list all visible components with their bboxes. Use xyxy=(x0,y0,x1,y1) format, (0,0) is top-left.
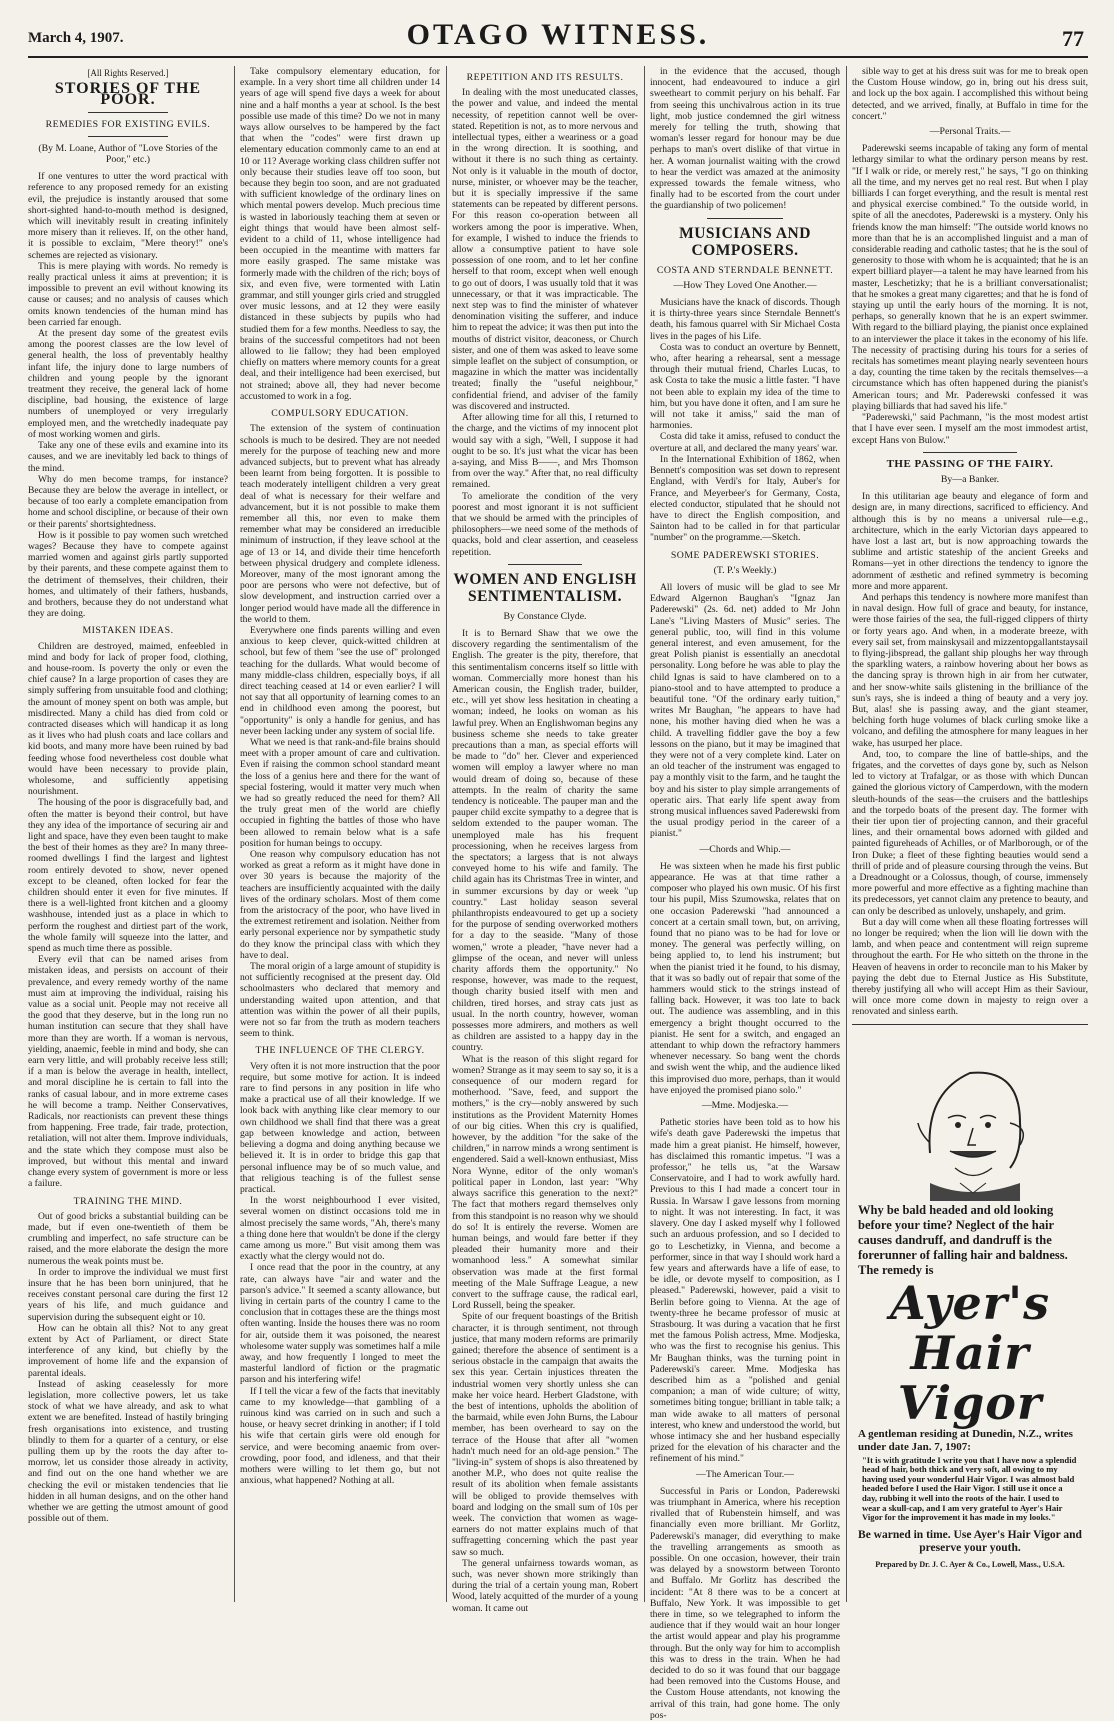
ad-quote: "It is with gratitude I write you that I have now a splendid head of hair, both thick and very soft, all owing to my having used your wonderful Hair Vigor. I was almost bald headed before I used the Hair Vigor. I still use it once a day, rubbing it well into the roots of the hair. I used to wear a skull-cap, and I am very grateful to Ayer's Hair Vigor for the improvement it has made in my looks." xyxy=(862,1454,1077,1523)
paragraph: Paderewski seems incapable of taking any form of mental lethargy similar to what the ordinary person means by rest. "If I walk or ride, or merely rest," he says, "I go on thinking all the time, and my nerves get no real rest. But when I play billiards I can forget everything, and the result is mental rest and physical exercise combined." To the outside world, in spite of all the anecdotes, Paderewski is a mystery. Only his friends know the man himself: "The outside world knows no more than that he is an accomplished linguist and a man of considerable reading and catholic tastes; that he is the soul of generosity to those with whom he is acquainted; that he is an expert billiard player—a talent he may have learned from his master, Leschetizky; that he is a brilliant conversationalist; that he smokes a great many cigarettes; and that he is fond of staying up until the early hours of the morning. It is not, perhaps, so generally known that he is an expert swimmer. With regard to the billiard playing, the pianist once explained to an interviewer the place it takes in the economy of his life. The necessity of practising during his tours for a series of recitals has sometimes meant playing nearly seventeen hours a day, counting the time taken by the recitals themselves—a circumstance which has often happened during the pianist's American tours; and Mr. Paderewski confessed it was playing billiards that had saved his life." xyxy=(852,143,1088,412)
paragraph: Out of good bricks a substantial building can be made, but if even one-twentieth of them be crumbling and imperfect, no safe structure can be raised, and the more elaborate the design the more numerous the weak points must be. xyxy=(28,1210,228,1267)
rights-notice: [All Rights Reserved.] xyxy=(87,68,169,78)
paragraph: To ameliorate the condition of the very poorest and most ignorant it is not sufficient that we should be armed with the principles of philosophers—we need some of the methods of quacks, bold and clear assertion, and ceaseless repetition. xyxy=(452,490,638,558)
ad-testimonial: A gentleman residing at Dunedin, N.Z., writes under date Jan. 7, 1907: xyxy=(858,1427,1073,1453)
paragraph: In order to improve the individual we must first insure that he has been born uninjured, that he receives constant personal care during the first 12 years of his life, and much guidance and supervision during the subsequent eight or 10. xyxy=(28,1266,228,1323)
paragraph: I once read that the poor in the country, at any rate, can always have "air and water and the parson's advice." It seemed a scanty allowance, but living in certain parts of the country I came to the conclusion that in cottages these are the things most often wanting. Inside the houses there was no room for air, outside them it was poisoned, the nearest wholesome water supply was sometimes half a mile away, and how frequently I longed to meet the masterful landlord of fiction or the pragmatic parson and his interfering wife! xyxy=(240,1262,440,1386)
section-subheading: —The American Tour.— xyxy=(696,1468,794,1480)
column-rule xyxy=(446,66,447,1602)
paragraph: Musicians have the knack of discords. Though it is thirty-three years since Sterndale Bennett's death, his famous quarrel with Sir Michael Costa lives in the pages of his Life. xyxy=(650,297,840,342)
ad-question: Why be bald headed and old looking before your time? Neglect of the hair causes dandruff, and dandruff is the forerunner of falling hair and baldness. The remedy is xyxy=(858,1202,1068,1277)
section-heading: SOME PADEREWSKI STORIES. xyxy=(670,549,820,561)
article-title-passing-of-the-fairy: THE PASSING OF THE FAIRY. xyxy=(886,457,1054,470)
ad-maker: Prepared by Dr. J. C. Ayer & Co., Lowell, Mass., U.S.A. xyxy=(875,1559,1065,1569)
paragraph: Spite of our frequent boastings of the British character, it is through sentiment, not through justice, that many modern reforms are primarily gained; therefore the absence of sentiment is a serious obstacle in the campaign that awaits the sex this year. Certain injustices threaten the industrial women very shortly unless she can make her voice heard. Herbert Gladstone, with the best of intentions, upholds the abolition of the barmaid, while even John Burns, the Labour member, has been overheard to say on the terrace of the House that after all "women hadn't much need for an old-age pension." The "living-in" system of shops is also threatened by another M.P., who does not quite realise the result of its abolition when female assistants will be obliged to provide themselves with board and lodging on the small sum of 10s per week. The conviction that women as wage-earners do not matter explains much of that suffragetting concerning which the past year saw so much. xyxy=(452,1311,638,1558)
paragraph: In dealing with the most uneducated classes, the power and value, and indeed the mental necessity, of repetition cannot well be over-stated. Repetition is not, as to more nervous and intellectual types, either a weariness or a goad in the wrong direction. It is soothing, and without it there is no such thing as certainty. Not only is it valuable in the mouth of doctor, nurse, minister, or whoever may be the teacher, but it is specially impressive if the same statements can be repeated by different persons. For this reason co-operation between all workers among the poor is imperative. When, for example, I wished to induce the friends to allow a consumptive patient to have sole possession of one room, and to let her confine herself to that room, except when well enough to go out of doors, I was usually told that it was unnecessary, or that it was impracticable. The next step was to find the minister of whatever denomination visiting the sufferer, and induce him to repeat the advice; it was then put into the mouths of district visitor, deaconess, or Church sister, and one of them was asked to leave some simple leaflet on the subject of consumption, or magazine in which the matter was incidentally treated; finally the "useful neighbour," confidential friend, and adviser of the family was discovered and instructed. xyxy=(452,87,638,412)
column-2 xyxy=(240,66,440,1602)
section-heading: THE INFLUENCE OF THE CLERGY. xyxy=(255,1045,425,1057)
article-title-women-sentimentalism: WOMEN AND ENGLISH SENTIMENTALISM. xyxy=(453,570,637,605)
paragraph: It is to Bernard Shaw that we owe the discovery regarding the sentimentalism of the English. The greater is the pity, therefore, that this sentimentalism concerns itself so little with woman. Commercially more honest than his American cousin, the English trader, builder, etc., will yet show less hesitation in cheating a woman; indeed, he looks on woman as his lawful prey. When an Englishwoman begins any business scheme she needs to take greater precautions than a man, as special efforts will be made to "do" her. Clever and experienced women will employ a lawyer where no man would dream of doing so, because of these attempts. In the realm of charity the same tendency is noticeable. The pauper man and the pauper child excite sympathy to a degree that is seldom extended to the pauper woman. The unemployed male has his frequent processioning, when he receives largess from the spectators; a largess that is not always conveyed home to his wife and family. The child again has its Christmas Tree in winter, and in summer excursions by day or week "up country." Last holiday season several philanthropists endeavoured to get up a society for the purpose of sending overworked mothers for a day to the seaside. "Many of those women," wrote a pleader, "have never had a glimpse of the ocean, and never will unless charity affords them the opportunity." No response, however, was made to the request, though charity busied itself with men and children, tired horses, and stray cats just as usual. In the north country, however, woman possesses more admirers, and mothers as well as children are assisted to a happy day in the country. xyxy=(452,627,638,1054)
page-number: 77 xyxy=(1062,26,1084,51)
article-byline: By Constance Clyde. xyxy=(503,610,587,622)
section-subheading: —Personal Traits.— xyxy=(929,126,1011,138)
paragraph: What we need is that rank-and-file brains should meet with a proper amount of care and cultivation. Even if raising the common school standard meant the loss of a genius here and there for the want of special fostering, would it matter very much when we had so greatly reduced the need for them? All the truly great men of the world are chiefly occupied in fighting the battles of those who have been allowed to remain below what is a safe position for human beings to occupy. xyxy=(240,736,440,849)
section-heading: TRAINING THE MIND. xyxy=(73,1195,183,1207)
divider xyxy=(707,218,783,219)
paragraph: in the evidence that the accused, though innocent, had endeavoured to induce a girl sweetheart to commit perjury on his behalf. Far from seeing this unchivalrous action in its true light, mob justice condemned the girl witness merely for telling the truth, showing that woman's lesser regard for honour may be due perhaps to man's overt dislike of that virtue in her. A woman journalist waiting with the crowd to hear the verdict was amazed at the animosity expressed towards the female witness, who finally had to be escorted from the court under the guardianship of two policemen! xyxy=(650,66,840,212)
column-rule xyxy=(644,66,645,1602)
paragraph: If one ventures to utter the word practical with reference to any proposed remedy for an existing evil, the prejudice is instantly aroused that some short-sighted hand-to-mouth method is designed, which will inevitably result in creating infinitely more misery than it relieves. If, on the other hand, it is possible to exclaim, "Mere theory!" one's schemes are rejected as visionary. xyxy=(28,171,228,261)
paragraph: If I tell the vicar a few of the facts that inevitably came to my knowledge—that gambling of a ruinous kind was carried on in such and such a house, or heavy secret drinking in another; if I told his wife that certain girls were old enough for service, and were becoming anaemic from over-crowding, poor food, and idleness, and that their mothers were willing to let them go, but not anxious, what happened? Nothing at all. xyxy=(240,1385,440,1487)
paragraph: Very often it is not more instruction that the poor require, but some motive for action. It is indeed rare to find persons in any position in life who make a practical use of all their knowledge. If we look back with anything like clear memory to our own childhood we shall find that there was a great gap between knowledge and action, between believing a dogma and doing anything because we believed it. It is in order to bridge this gap that personal influence may be of so much value, and that religious teaching is of the fullest sense practical. xyxy=(240,1060,440,1195)
paragraph: In the International Exhibition of 1862, when Bennett's composition was set down to represent England, with Verdi's for Italy, Auber's for France, and Meyerbeer's for Germany, Costa, elected conductor, stipulated that he should not have to direct the English composition, and Sainton had to be called in for that particular "number" on the programme.—Sketch. xyxy=(650,453,840,544)
ad-brand-hair-vigor: Hair Vigor xyxy=(897,1325,1043,1430)
column-3 xyxy=(452,66,638,1614)
paragraph: The extension of the system of continuation schools is much to be desired. They are not needed merely for the purpose of teaching new and more advanced subjects, but to prevent what has already been learnt from being forgotten. It is possible to teach moderately intelligent children a very great deal of what is necessary for their welfare and advancement, but it is not possible to make them remember all this, nor even to make them remember what may be considered an irreducible minimum of instruction, if they leave school at the age of 13 or 14, and divide their time henceforth between physical drudgery and complete idleness. Moreover, many of the most ignorant among the poor are persons who were not defective, but of slow development, and instruction carried over a longer period would have made all the difference in the world to them. xyxy=(240,423,440,625)
paragraph: Successful in Paris or London, Paderewski was triumphant in America, where his reception rivalled that of Rubenstein himself, and was financially even more brilliant. Mr Gorlitz, Paderewski's manager, did everything to make the travelling arrangements as smooth as possible. On one occasion, however, their train was delayed by a snowstorm between Toronto and Buffalo. Mr Gorlitz has described the incident: "At 8 there was to be a concert at Buffalo, New York. It was impossible to get there in time, so we telegraphed to inform the audience that if they would wait an hour longer the artist would appear and play his programme through. But the only way for him to accomplish this was to dress in the train. When he had decided to do so it was found that our baggage had been removed into the Customs House, and the Custom House attendants, not knowing the arrival of this train, had gone home. The only pos- xyxy=(650,1485,840,1721)
ayers-hair-vigor-advertisement xyxy=(852,1024,1088,1570)
paragraph: Everywhere one finds parents willing and even anxious to keep clever, quick-witted children at school, but few of them "see the use of" prolonged teaching for the dullards. What would become of many middle-class children, especially boys, if all direct teaching ceased at 14 or even earlier? I will not say that all opportunity of learning comes to an end in childhood even among the poorest, but "opportunity" is only a handle for genius, and has never been lacking under any system of social life. xyxy=(240,624,440,737)
ad-closing: Be warned in time. Use Ayer's Hair Vigor and preserve your youth. xyxy=(858,1528,1082,1554)
paragraph: This is mere playing with words. No remedy is really practical unless it aims at prevention; it is impossible to prevent an evil without knowing its cause or causes; and no analysis of causes which omits known tendencies of the human mind has been carried far enough. xyxy=(28,260,228,328)
article-title-musicians-composers: MUSICIANS AND COMPOSERS. xyxy=(679,224,811,259)
column-5 xyxy=(852,66,1088,1602)
paragraph: Every evil that can be named arises from mistaken ideas, and persists on account of their prevalence, and every remedy worthy of the name must aim at improving the individual, raising his value as a social unit. People may not receive all the good that they deserve, but in the long run no human institution can secure that they shall have more than they are worth. If a woman is nervous, yielding, anaemic, feeble in mind and body, she can earn very little, and will probably receive less still; if a man is below the average in health, intellect, and moral discipline he is certain to fall into the ranks of casual labour, and in more extreme cases he will become a tramp. Neither Conservatives, Radicals, nor reactionists can prevent these things from happening. Free trade, fair trade, protection, retaliation, will not alter them. Improve individuals, and the state which they compose must also be improved, but without this mental and inward change every system of government is more or less a failure. xyxy=(28,954,228,1190)
paragraph: One reason why compulsory education has not worked as great a reform as it might have done in over 30 years is because the majority of the teachers are insufficiently acquainted with the daily lives of the ordinary scholars. Most of them come from the aristocracy of the poor, who have lived in the extremest retirement and isolation. Neither from early personal experience nor by sympathetic study do they know the principal class with which they have to deal. xyxy=(240,849,440,961)
section-subheading: —Chords and Whip.— xyxy=(699,843,791,855)
paragraph: The general unfairness towards woman, as such, was never shown more strikingly than during the trial of a certain young man, Robert Wood, lately acquitted of the murder of a young woman. It came out xyxy=(452,1557,638,1614)
paragraph: At the present day some of the greatest evils among the poorest classes are the low level of general health, the loss of preventably healthy infant life, the injury done to large numbers of children and young people by the ignorant treatment they receive, the general lack of home discipline, bad housing, the existence of large numbers of unemployed or very irregularly employed men, and the wretchedly inadequate pay of most working women and girls. xyxy=(28,328,228,440)
paragraph: Costa did take it amiss, refused to conduct the overture at all, and declared the many years' war. xyxy=(650,431,840,454)
paragraph: What is the reason of this slight regard for women? Strange as it may seem to say so, it is a consequence of our modern regard for motherhood. "Save, feed, and support the mothers," is the cry—nobly answered by such institutions as the Provident Maternity Homes of our big cities. When this cry is qualified, however, by the addition "for the sake of the children," in narrow minds a wrong sentiment is engendered. Said a well-known enthusiast, Miss Nora Wynne, editor of the only woman's political paper in London, last year: "Why always sacrifice this generation to the next?" The fact that mothers regard themselves only from this standpoint is no reason why we should do so! It is entirely the reverse. Women are human beings, and would fare better if they pleaded their humanity more and their womanhood less." A somewhat similar observation was made at the first formal meeting of the Male Suffrage League, a new convert to the suffrage cause, the radical earl, Lord Russell, being the speaker. xyxy=(452,1053,638,1312)
ad-brand-ayers: Ayer's xyxy=(889,1275,1051,1330)
paragraph: Why do men become tramps, for instance? Because they are below the average in intellect, or because of too early a complete emancipation from home and school discipline, or because of their own or their parents' shortsightedness. xyxy=(28,473,228,530)
article-byline: (By M. Loane, Author of "Love Stories of the Poor," etc.) xyxy=(38,142,218,166)
paragraph: Children are destroyed, maimed, enfeebled in mind and body for lack of proper food, clothing, and house-room. Is poverty the only or even the chief cause? In a large proportion of cases they are simply suffering from unsuitable food and clothing; the amount of money spent on both was ample, but misdirected. Many a child has died from cold or contracted diseases which will handicap it as long as it lives who had plush coats and lace collars and kid boots, and many more have been ruined by bad feeding whose food nevertheless cost double what would have been necessary to provide plain, wholesome, and sufficiently appetising nourishment. xyxy=(28,640,228,798)
paragraph: Take any one of these evils and examine into its causes, and we are inevitably led back to things of the mind. xyxy=(28,440,228,474)
paragraph: All lovers of music will be glad to see Mr Edward Algernon Baughan's "Ignaz Jan Paderewski" (2s. 6d. net) added to Mr John Lane's "Living Masters of Music" series. The general public, too, will find in this volume general interest, and even amusement, for the great Polish pianist is essentially an anecdotal personality. Long before he was able to play the child Ignas is said to have clambered on to a piano-stool and to have attempted to produce a beautiful tone. "Of the ordinary early tuition," writes Mr Baughan, "he appears to have had none, his mother having died when he was a child. A travelling fiddler gave the boy a few lessons on the piano, but it may be imagined that they were not of a very complete kind. Later on an old teacher of the instrument was engaged to pay a monthly visit to the farm, and he taught the boy and his sister to play simple arrangements of operatic airs. That early life spent away from strong musical influences saved Paderewski from the usual prodigy period in the career of a pianist." xyxy=(650,581,840,840)
column-1 xyxy=(28,66,228,1602)
paragraph: And, too, to compare the line of battle-ships, and the frigates, and the corvettes of days gone by, such as Nelson led to victory at Trafalgar, or as those with which Duncan gained the glorious victory of Camperdown, with the modern sleuth-hounds of the seas—the cruisers and the battleships and the torpedo boats of the present day. The former with their tier upon tier of projecting cannon, and their graceful lines, and their ornamental bows adorned with gilded and painted figureheads of Achilles, or of Marlborough, or of the Iron Duke; a fleet of these fighting beauties would send a thrill of pride and of pleasure coursing through the veins. But a Dreadnought or a Colossus, though, of course, immensely more powerful and more effective as a fighting machine than its predecessors, yet cannot claim any pretence to beauty, and can only be described as unlovely, unshapely, and grim. xyxy=(852,748,1088,917)
paragraph: The housing of the poor is disgracefully bad, and often the matter is beyond their control, but have they any idea of the importance of securing air and light and space, have they even been taught to make the best of their homes as they are? In many three-roomed dwellings I find the largest and lightest room entirely devoted to show, never opened except to be cleaned, often locked for fear the children should enter it even for five minutes. If there is a well-lighted front kitchen and a gloomy washhouse, intended just as a place in which to perform the roughest and dirtiest part of the work, the whole family will squeeze into the latter, and spend as much time there as possible. xyxy=(28,797,228,955)
section-heading: COSTA AND STERNDALE BENNETT. xyxy=(656,264,834,276)
paragraph: The moral origin of a large amount of stupidity is not sufficiently recognised at the present day. Old schoolmasters who declared that memory and understanding waited upon attention, and that attention was within the power of all their pupils, were not so far from the truth as modern teachers seem to think. xyxy=(240,961,440,1040)
paragraph: sible way to get at his dress suit was for me to break open the Custom House window, go in, bring out his dress suit, and lock up the box again. I accomplished this without being detected, and we arrived, finally, at Buffalo in time for the concert." xyxy=(852,66,1088,122)
newspaper-title: OTAGO WITNESS. xyxy=(406,18,710,51)
article-subtitle: REMEDIES FOR EXISTING EVILS. xyxy=(45,118,211,130)
paragraph: How can he obtain all this? Not to any great extent by Act of Parliament, or direct State interference of any kind, but chiefly by the improvement of home life and the expansion of parental ideals. xyxy=(28,1322,228,1379)
section-heading: REPETITION AND ITS RESULTS. xyxy=(466,72,624,83)
paragraph: How is it possible to pay women such wretched wages? Because they have to compete against married women and against girls partly supported by their parents, and these compete against them to the detriment of themselves, their children, their homes, and ultimately of their fathers, husbands, and brothers, because they do not understand what they are doing. xyxy=(28,529,228,620)
paragraph: In this utilitarian age beauty and elegance of form and design are, in many directions, sacrificed to efficiency. And although this is by no means a universal rule—e.g., architecture, which in the early Victorian days appeared to have lost a last art, but is now approaching towards the sublime and artistic stateship of the ancient Greeks and Romans—yet in other directions the tendency to ignore the adornment of æsthetic and refined symmetry is becoming more and more apparent. xyxy=(852,491,1088,592)
paragraph: Instead of asking ceaselessly for more legislation, more collective powers, let us take stock of what we have already, and ask to what extent we are benefited. Instead of hastily bringing fresh organisations into existence, and trusting blindly to them for a quarter of a century, or else pulling them up by the roots the day after to-morrow, let us consider those already in activity, and find out on the one hand whether we are checking the evil or mistaken tendencies that lie hidden in all human designs, and on the other hand whether we are getting the utmost amount of good possible out of them. xyxy=(28,1378,228,1525)
divider xyxy=(923,452,1017,453)
article-byline: By—a Banker. xyxy=(940,473,1000,485)
paragraph: Costa was to conduct an overture by Bennett, who, after hearing a rehearsal, sent a message through their mutual friend, Charles Lucas, to ask Costa to take the music a little faster. "I have not been able to explain my idea of the time to him, but you have done it often, and I am sure he will not take it amiss," said the man of harmonies. xyxy=(650,341,840,432)
masthead xyxy=(28,14,1088,58)
divider xyxy=(88,136,168,137)
paragraph: "Paderewski," said Pachmann, "is the most modest artist that I have ever seen. I myself am the most immodest artist, except Hans von Bulow." xyxy=(852,412,1088,446)
section-subheading: (T. P.'s Weekly.) xyxy=(713,564,777,576)
paragraph: Pathetic stories have been told as to how his wife's death gave Paderewski the impetus that made him a great pianist. He himself, however, has disclaimed this romantic impetus. "I was a professor," he tells us, "at the Warsaw Conservatoire, and I had to work awfully hard. Previous to this I had made a concert tour in Russia. In Warsaw I gave lessons from morning to night. It was not interesting. In fact, it was slavery. One day I asked myself why I followed such an arduous profession, and so I decided to go to Leschetizky, in Vienna, and become a performer, since in that way I should work hard a few years and afterwards have a life of ease, to be idle, or devote myself to composition, as I pleased." Paderewski, however, paid a visit to Berlin before going to Vienna. At the age of twenty-three he became professor of music at Strasbourg. It was during a vacation that he first met the famous Polish actress, Mme. Modjeska, who was the first to recognise his genius. This Mr Baughan thinks, was the turning point in Paderewski's career. Mme. Modjeska has described him as a "polished and genial companion; a man of wide culture; of witty, sometimes biting tongue; brilliant in table talk; a man wide awake to all matters of personal interest, who knew and understood the world, but whose intimacy she and her husband especially prized for the elevation of his character and the refinement of his mind." xyxy=(650,1117,840,1465)
section-subheading: —Mme. Modjeska.— xyxy=(701,1100,789,1112)
column-rule xyxy=(234,66,235,1602)
column-rule xyxy=(846,66,847,1602)
bald-man-portrait-illustration xyxy=(870,1033,1070,1201)
paragraph: After allowing time for all this, I returned to the charge, and the victims of my innocent plot would say with a sigh, "Well, I suppose it had ought to be so. It's just what the vicar has been a-saying, and Miss B——, and Mrs Thomson from over the way." After that, no real difficulty remained. xyxy=(452,412,638,491)
divider xyxy=(508,564,582,565)
section-heading: MISTAKEN IDEAS. xyxy=(82,625,174,637)
section-subheading: —How They Loved One Another.— xyxy=(673,279,817,291)
paragraph: Take compulsory elementary education, for example. In a very short time all children under 14 years of age will spend five days a week for about nine and a half months a year at school. Is the best possible use made of this time? Do we not in many ways allow ourselves to be hampered by the fact that when the "codes" were first drawn up elementary education commonly came to an end at 10 or 11? Average working class children suffer not only because their studies leave off too soon, but because they begin too soon, and are not graduated with sufficient knowledge of the ordinary lines on which mental powers develop. Much precious time is wasted in laboriously teaching them at seven or eight things that would have been almost self-evident to a child of 11, whose intelligence had been occupied in the meantime with matters far more easily grasped. The same mistake was formerly made with the children of the rich; boys of six, and even five, were tormented with Latin grammar, and still younger girls cried and struggled over music lessons, and at 12 they were easily distanced in these subjects by pupils who had studied them for a few months. Needless to say, the brains of the successful competitors had not been allowed to lie fallow; they had been employed chiefly on matters where memory counts for a great deal, and their intelligence had been exercised, but not strained; above all, they had never become accustomed to work in a fog. xyxy=(240,66,440,402)
paragraph: But a day will come when all these floating fortresses will no longer be required; when the lion will lie down with the lamb, and when peace and contentment will reign supreme throughout the earth. For He who sitteth on the throne in the Heaven of heavens in order to reconcile man to his Maker by paying the debt due to Eternal Justice as His Substitute, thereby justifying all who will accept Him as their Saviour, will once more come down in majesty to reign over a renovated and sinless earth. xyxy=(852,916,1088,1018)
issue-date: March 4, 1907. xyxy=(28,30,124,46)
divider xyxy=(88,112,168,113)
paragraph: He was sixteen when he made his first public appearance. He was at that time rather a composer who played his own music. Of his first tour his pupil, Miss Szumowska, relates that on one occasion Paderewski "had announced a concert at a certain small town, but, on arriving, found that no piano was to be had for love or money. The general was perfectly willing, on being applied to, to lend his instrument; but when the pianist tried it he found, to his dismay, that it was so badly out of repair that some of the hammers would stick to the strings instead of falling back. However, it was too late to back out. The audience was assembling, and in this emergency a bright thought occurred to the pianist. He sent for a switch, and engaged an attendant to whip down the refractory hammers whenever necessary. So bang went the chords and swish went the whip, and the audience liked this improvised duo more, perhaps, than it would have enjoyed the promised piano solo." xyxy=(650,860,840,1096)
article-title-stories-of-the-poor: STORIES OF THE POOR. xyxy=(54,80,202,109)
section-heading: COMPULSORY EDUCATION. xyxy=(271,408,409,420)
paragraph: And perhaps this tendency is nowhere more manifest than in naval design. How full of grace and beauty, for instance, were those fairies of the sea, the full-rigged clippers of thirty or forty years ago. And when, in a moderate breeze, with every sail set, from mainskysail and mizzentopgallantstaysail to flying-jibspread, the gallant ship ploughs her way through the sparkling waters, a rainbow hovering about her bows as the dancing spray is thrown high in air from her cutwater, and her snow-white sails glistening in the brilliance of the sun's rays, she is indeed a thing of beauty and a very joy. But, alas! she is passing away, and the giant steamer, belching forth huge volumes of black curling smoke like a volcano, and defiling the atmosphere for many leagues in her wake, has usurped her place. xyxy=(852,591,1088,749)
paragraph: In the worst neighbourhood I ever visited, several women on distinct occasions told me in almost precisely the same words, "Ah, there's many a thing done here that wouldn't be done if the clergy came among us more." But visit among them was exactly what the clergy would not do. xyxy=(240,1195,440,1263)
column-4 xyxy=(650,66,840,1721)
